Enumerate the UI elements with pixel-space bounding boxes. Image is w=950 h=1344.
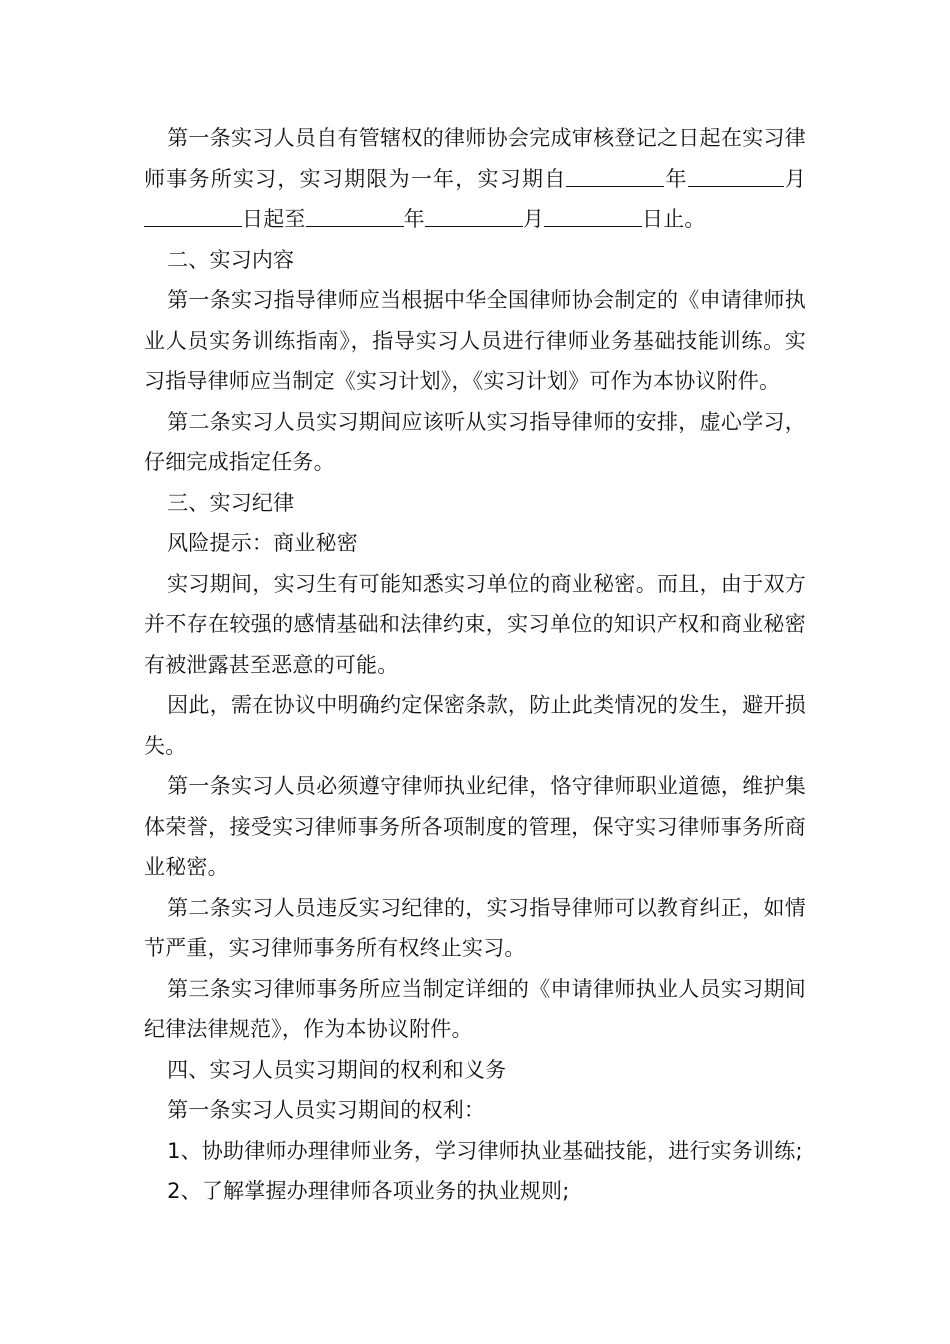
list-item-right-1: 1、协助律师办理律师业务，学习律师执业基础技能，进行实务训练; <box>167 1138 803 1163</box>
risk-warning-label: 风险提示：商业秘密 <box>167 531 358 555</box>
label-month: 月 <box>783 166 807 191</box>
blank-year-field[interactable] <box>566 166 664 187</box>
paragraph-confidentiality-advice: 因此，需在协议中明确约定保密条款，防止此类情况的发生，避开损失。 <box>144 693 806 758</box>
list-item-right-2: 2、了解掌握办理律师各项业务的执业规则; <box>167 1179 570 1203</box>
blank-end-month-field[interactable] <box>425 206 523 227</box>
blank-day-field[interactable] <box>144 206 242 227</box>
paragraph-discipline-article-3: 第三条实习律师事务所应当制定详细的《申请律师执业人员实习期间纪律法律规范》，作为本协议附件。 <box>144 976 806 1041</box>
label-end-month: 月 <box>522 207 545 231</box>
paragraph-discipline-article-1: 第一条实习人员必须遵守律师执业纪律，恪守律师职业道德，维护集体荣誉，接受实习律师事务所各项制度的管理，保守实习律师事务所商业秘密。 <box>144 774 806 879</box>
heading-rights-obligations: 四、实习人员实习期间的权利和义务 <box>167 1057 507 1082</box>
paragraph-text: 第一条实习人员自有管辖权的律师协会完成审核登记之日起在实习律师事务所实习，实习期限为一年，实习期自 <box>144 126 806 191</box>
blank-month-field-part1[interactable] <box>688 166 750 187</box>
blank-end-year-field[interactable] <box>306 206 404 227</box>
document-page <box>144 118 806 1212</box>
paragraph-article-2-obey: 第二条实习人员实习期间应该听从实习指导律师的安排，虚心学习，仔细完成指定任务。 <box>144 409 806 474</box>
label-year: 年 <box>664 166 688 191</box>
paragraph-rights-article-1: 第一条实习人员实习期间的权利： <box>167 1098 486 1122</box>
heading-internship-content: 二、实习内容 <box>167 247 295 272</box>
label-day-from: 日起至 <box>242 207 306 231</box>
blank-end-day-field[interactable] <box>544 206 642 227</box>
heading-internship-discipline: 三、实习纪律 <box>167 490 295 515</box>
paragraph-article-1-guidance: 第一条实习指导律师应当根据中华全国律师协会制定的《申请律师执业人员实务训练指南》，指导实习人员进行律师业务基础技能训练。实习指导律师应当制定《实习计划》，《实习计划》可作为本协议附件。 <box>144 288 806 393</box>
blank-month-field-part2[interactable] <box>750 166 784 187</box>
paragraph-trade-secret-risk: 实习期间，实习生有可能知悉实习单位的商业秘密。而且，由于双方并不存在较强的感情基础和法律约束，实习单位的知识产权和商业秘密有被泄露甚至恶意的可能。 <box>144 571 806 677</box>
label-end-year: 年 <box>403 207 425 231</box>
paragraph-discipline-article-2: 第二条实习人员违反实习纪律的，实习指导律师可以教育纠正，如情节严重，实习律师事务所有权终止实习。 <box>144 895 806 960</box>
paragraph-internship-period <box>144 118 806 240</box>
label-end-day: 日止。 <box>642 207 706 231</box>
